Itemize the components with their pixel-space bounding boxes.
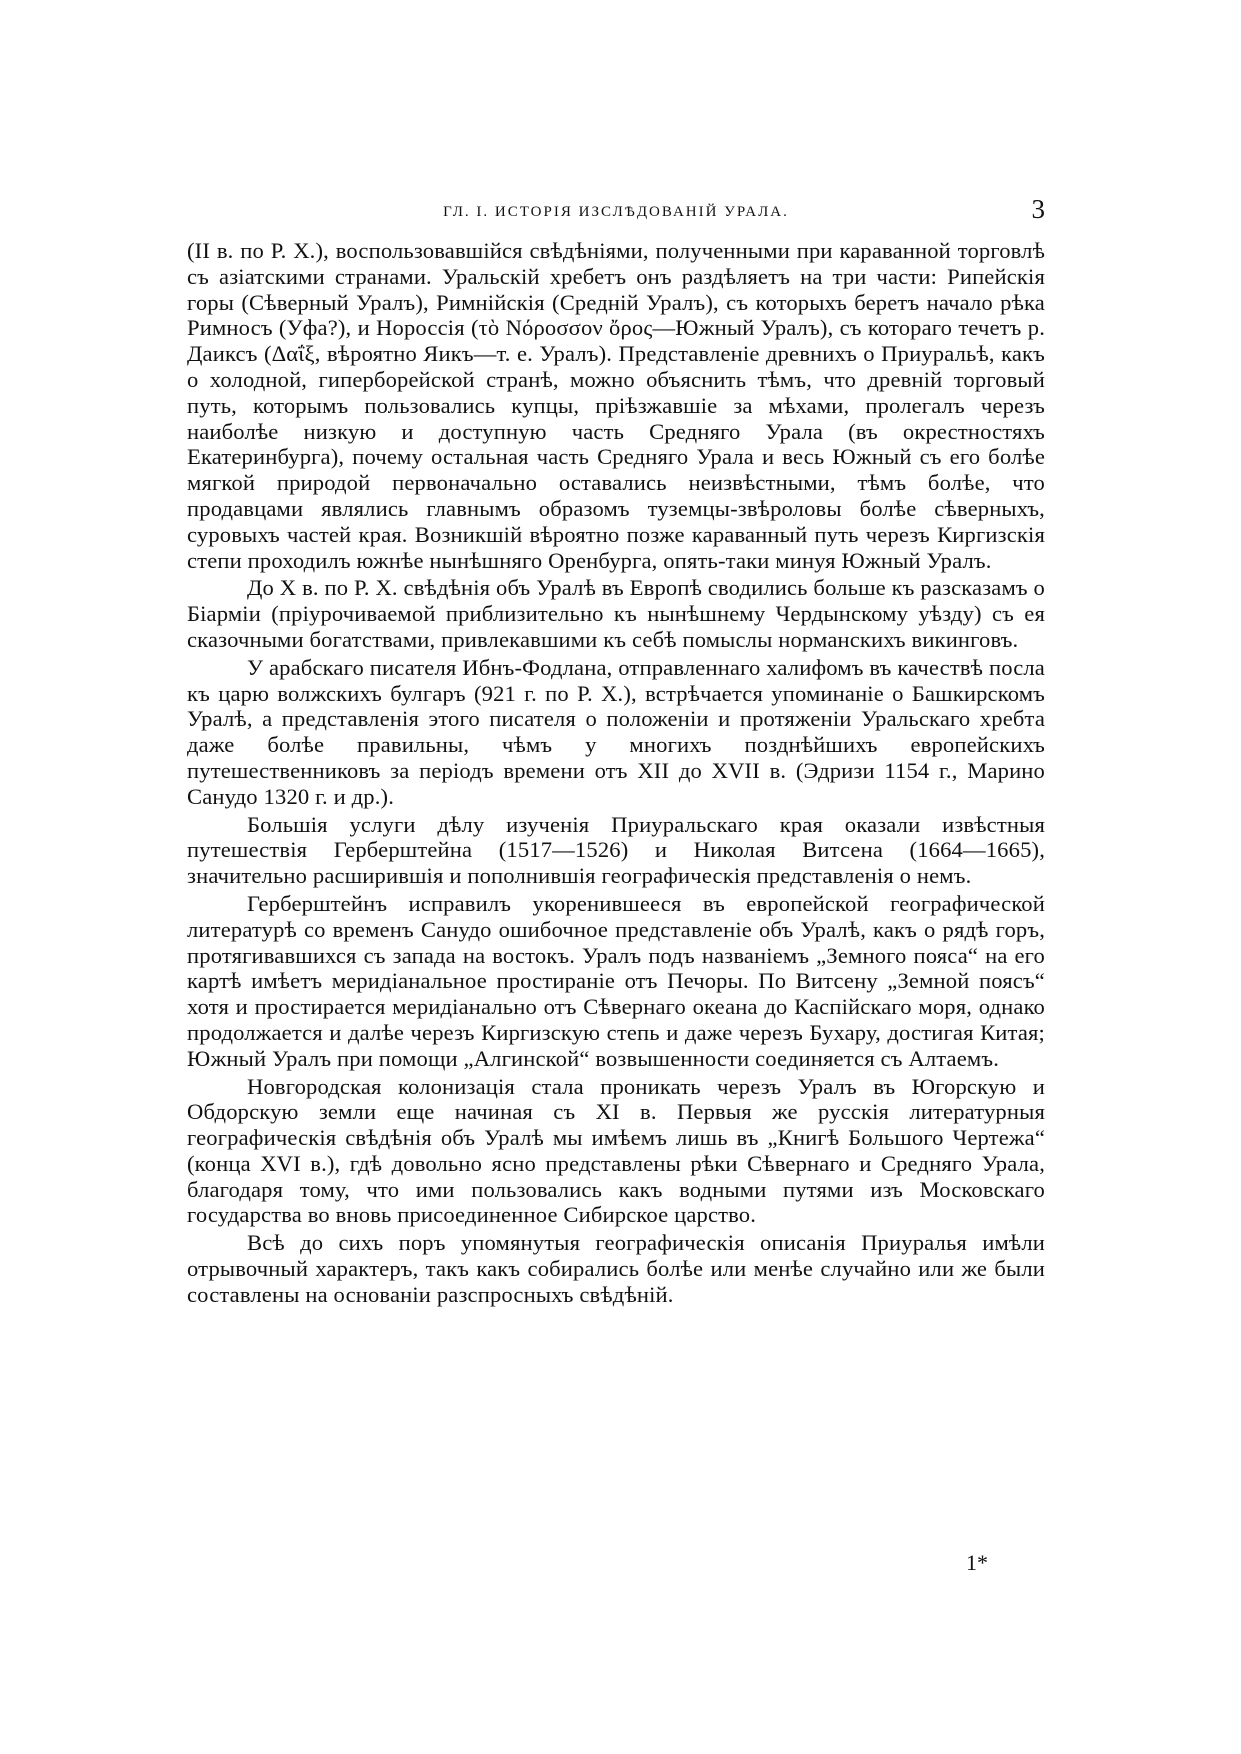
page-header [187, 194, 1045, 234]
paragraph: Новгородская колонизація стала проникать черезъ Уралъ въ Югорскую и Обдорскую земли еще начиная съ XI в. Первыя же русскія литературныя географическія свѣдѣнія объ Уралѣ мы имѣемъ лишь въ „Книгѣ Большого Чертежа“ (конца XVI в.), гдѣ довольно ясно представлены рѣки Сѣвернаго и Средняго Урала, благодаря тому, что ими пользовались какъ водными путями изъ Московскаго государства во вновь присоединенное Сибирское царство. [187, 1073, 1045, 1228]
paragraph: Всѣ до сихъ поръ упомянутыя географическія описанія Приуралья имѣли отрывочный характеръ, такъ какъ собирались болѣе или менѣе случайно или же были составлены на основаніи разспросныхъ свѣдѣній. [187, 1230, 1045, 1307]
paragraph: У арабскаго писателя Ибнъ-Фодлана, отправленнаго халифомъ въ качествѣ посла къ царю волжскихъ булгаръ (921 г. по Р. Х.), встрѣчается упоминаніе о Башкирскомъ Уралѣ, а представленія этого писателя о положеніи и протяженіи Уральскаго хребта даже болѣе правильны, чѣмъ у многихъ позднѣйшихъ европейскихъ путешественниковъ за періодъ времени отъ XII до XVII в. (Эдризи 1154 г., Марино Санудо 1320 г. и др.). [187, 654, 1045, 809]
signature-mark: 1* [966, 1550, 988, 1575]
paragraph: Герберштейнъ исправилъ укоренившееся въ европейской географической литературѣ со временъ Санудо ошибочное представленіе объ Уралѣ, какъ о рядѣ горъ, протягивавшихся съ запада на востокъ. Уралъ подъ названіемъ „Земного пояса“ на его картѣ имѣетъ меридіанальное простираніе отъ Печоры. По Витсену „Земной поясъ“ хотя и простирается меридіанально отъ Сѣвернаго океана до Каспійскаго моря, однако продолжается и далѣе черезъ Киргизскую степь и даже черезъ Бухару, достигая Китая; Южный Уралъ при помощи „Алгинской“ возвышенности соединяется съ Алтаемъ. [187, 890, 1045, 1071]
page-number: 3 [1031, 194, 1045, 224]
body-text [187, 238, 1045, 1310]
running-title: ГЛ. I. ИСТОРІЯ ИЗСЛѢДОВАНІЙ УРАЛА. [443, 204, 789, 220]
paragraph: Большія услуги дѣлу изученія Приуральскаго края оказали извѣстныя путешествія Герберштейна (1517—1526) и Николая Витсена (1664—1665), значительно расширившія и пополнившія географическія представленія о немъ. [187, 811, 1045, 889]
paragraph: (II в. по Р. Х.), воспользовавшійся свѣдѣніями, полученными при караванной торговлѣ съ азіатскими странами. Уральскій хребетъ онъ раздѣляетъ на три части: Рипейскія горы (Сѣверный Уралъ), Римнійскія (Средній Уралъ), съ которыхъ беретъ начало рѣка Римносъ (Уфа?), и Нороссія (τὸ Νόροσσον ὄρος—Южный Уралъ), съ котораго течетъ р. Даиксъ (Δαΐξ, вѣроятно Яикъ—т. е. Уралъ). Представленіе древнихъ о Приуральѣ, какъ о холодной, гиперборейской странѣ, можно объяснить тѣмъ, что древній торговый путь, которымъ пользовались купцы, пріѣзжавшіе за мѣхами, пролегалъ черезъ наиболѣе низкую и доступную часть Средняго Урала (въ окрестностяхъ Екатеринбурга), почему остальная часть Средняго Урала и весь Южный съ его болѣе мягкой природой первоначально оставались неизвѣстными, тѣмъ болѣе, что продавцами являлись главнымъ образомъ туземцы-звѣроловы болѣе сѣверныхъ, суровыхъ частей края. Возникшій вѣроятно позже караванный путь черезъ Киргизскія степи проходилъ южнѣе нынѣшняго Оренбурга, опять-таки минуя Южный Уралъ. [187, 238, 1045, 573]
paragraph: До X в. по Р. Х. свѣдѣнія объ Уралѣ въ Европѣ сводились больше къ разсказамъ о Біарміи (пріурочиваемой приблизительно къ нынѣшнему Чердынскому уѣзду) съ ея сказочными богатствами, привлекавшими къ себѣ помыслы норманскихъ викинговъ. [187, 575, 1045, 652]
